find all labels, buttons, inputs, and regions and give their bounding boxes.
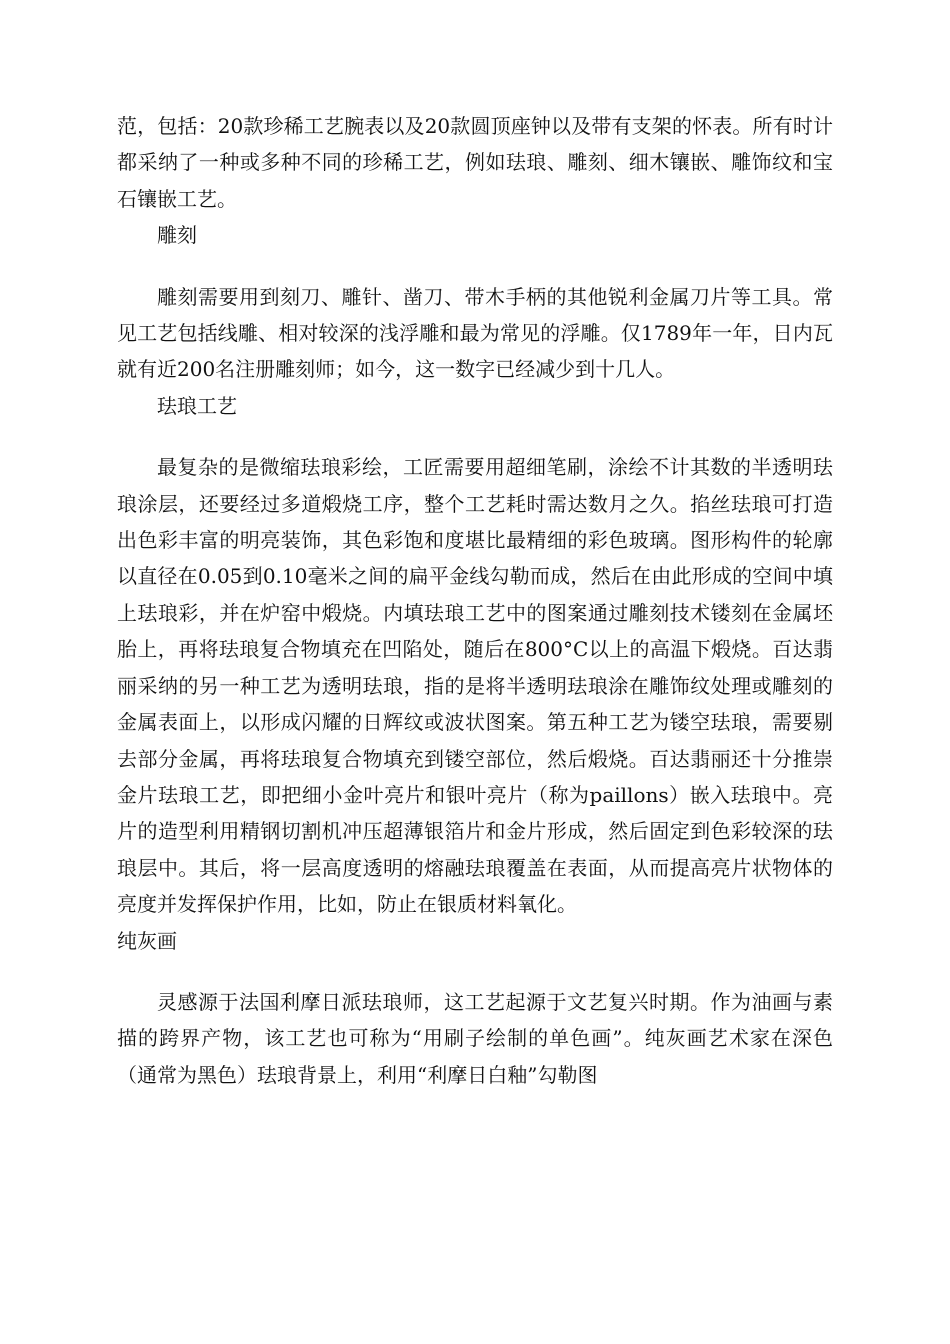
section-heading-engraving: 雕刻 xyxy=(157,223,197,248)
paragraph-enamel: 最复杂的是微缩珐琅彩绘，工匠需要用超细笔刷，涂绘不计其数的半透明珐琅涂层，还要经过多道煅烧工序，整个工艺耗时需达数月之久。掐丝珐琅可打造出色彩丰富的明亮装饰，其色彩饱和度堪比最精细的彩色玻璃。图形构件的轮廓以直径在0.05到0.10毫米之间的扁平金线勾勒而成，然后在由此形成的空间中填上珐琅彩，并在炉窑中煅烧。内填珐琅工艺中的图案通过雕刻技术镂刻在金属坯胎上，再将珐琅复合物填充在凹陷处，随后在800°C以上的高温下煅烧。百达翡丽采纳的另一种工艺为透明珐琅，指的是将半透明珐琅涂在雕饰纹处理或雕刻的金属表面上，以形成闪耀的日辉纹或波状图案。第五种工艺为镂空珐琅，需要剔去部分金属，再将珐琅复合物填充到镂空部位，然后煅烧。百达翡丽还十分推崇金片珐琅工艺，即把细小金叶亮片和银叶亮片（称为paillons）嵌入珐琅中。亮片的造型利用精钢切割机冲压超薄银箔片和金片形成，然后固定到色彩较深的珐琅层中。其后，将一层高度透明的熔融珐琅覆盖在表面，从而提高亮片状物体的亮度并发挥保护作用，比如，防止在银质材料氧化。 xyxy=(117,455,833,917)
section-heading-grisaille: 纯灰画 xyxy=(117,928,177,953)
section-heading-enamel: 珐琅工艺 xyxy=(157,393,237,418)
paragraph-grisaille: 灵感源于法国利摩日派珐琅师，这工艺起源于文艺复兴时期。作为油画与素描的跨界产物，该工艺也可称为“用刷子绘制的单色画”。纯灰画艺术家在深色（通常为黑色）珐琅背景上，利用“利摩日白釉”勾勒图 xyxy=(117,989,833,1087)
paragraph-intro: 范，包括：20款珍稀工艺腕表以及20款圆顶座钟以及带有支架的怀表。所有时计都采纳了一种或多种不同的珍稀工艺，例如珐琅、雕刻、细木镶嵌、雕饰纹和宝石镶嵌工艺。 xyxy=(117,114,833,211)
paragraph-engraving: 雕刻需要用到刻刀、雕针、凿刀、带木手柄的其他锐利金属刀片等工具。常见工艺包括线雕、相对较深的浅浮雕和最为常见的浮雕。仅1789年一年，日内瓦就有近200名注册雕刻师；如今，这一数字已经减少到十几人。 xyxy=(117,284,833,382)
document-body xyxy=(117,108,833,1093)
